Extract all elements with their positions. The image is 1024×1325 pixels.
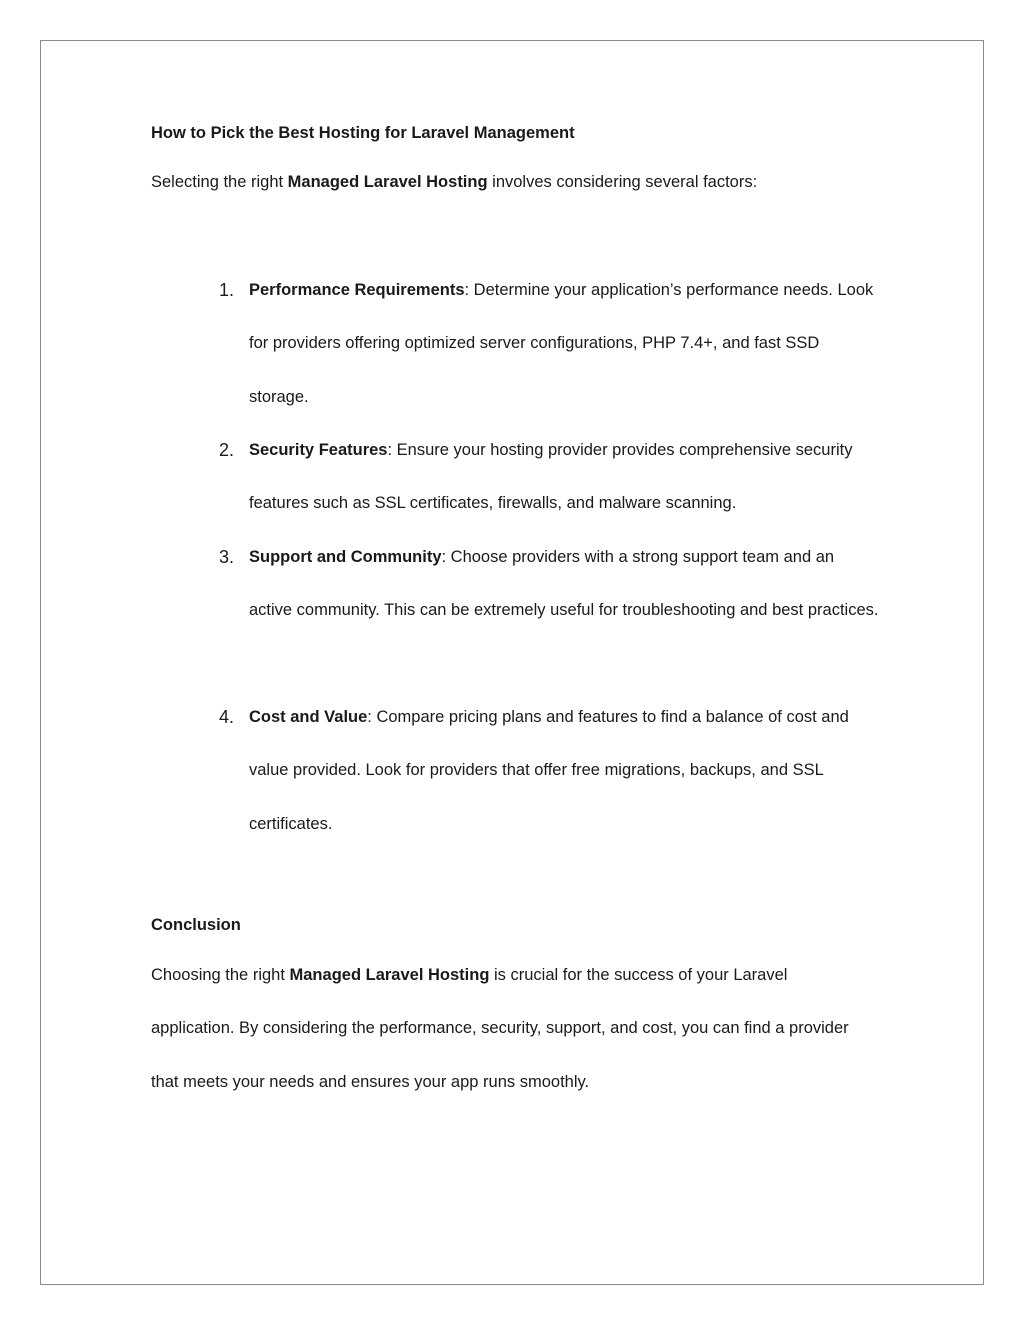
factor-title: Performance Requirements — [249, 281, 465, 299]
intro-paragraph — [151, 172, 757, 192]
conclusion-heading: Conclusion — [151, 916, 241, 934]
factor-number: 3. — [219, 547, 235, 567]
factor-number: 2. — [219, 440, 235, 460]
section-heading: How to Pick the Best Hosting for Laravel Management — [151, 124, 575, 142]
factor-body — [249, 531, 879, 638]
factor-body — [249, 264, 879, 424]
factor-text: : Ensure your hosting provider provides comprehensive security features such as SSL certificates, firewalls, and malware scanning. — [249, 441, 853, 513]
conclusion-paragraph — [151, 949, 863, 1109]
factor-number: 1. — [219, 280, 235, 300]
factor-text: : Choose providers with a strong support team and an active community. This can be extremely useful for troubleshooting and best practices. — [249, 548, 879, 620]
intro-suffix: involves considering several factors: — [487, 173, 758, 191]
factor-number: 4. — [219, 707, 235, 727]
factor-body — [249, 424, 879, 531]
conclusion-bold-term: Managed Laravel Hosting — [289, 966, 490, 984]
conclusion-suffix: is crucial for the success of your Laravel application. By considering the performance, security, support, and cost, you can find a provider that meets your needs and ensures your app runs smoothly. — [151, 966, 849, 1091]
intro-bold-term: Managed Laravel Hosting — [287, 173, 488, 191]
factor-title: Cost and Value — [249, 708, 368, 726]
intro-prefix: Selecting the right — [151, 173, 288, 191]
factor-title: Security Features — [249, 441, 388, 459]
factor-text: : Determine your application’s performance needs. Look for providers offering optimized server configurations, PHP 7.4+, and fast SSD storage. — [249, 281, 874, 406]
factor-body — [249, 691, 879, 851]
factor-text: : Compare pricing plans and features to find a balance of cost and value provided. Look for providers that offer free migrations, backups, and SSL certificates. — [249, 708, 849, 833]
conclusion-prefix: Choosing the right — [151, 966, 290, 984]
factor-title: Support and Community — [249, 548, 442, 566]
